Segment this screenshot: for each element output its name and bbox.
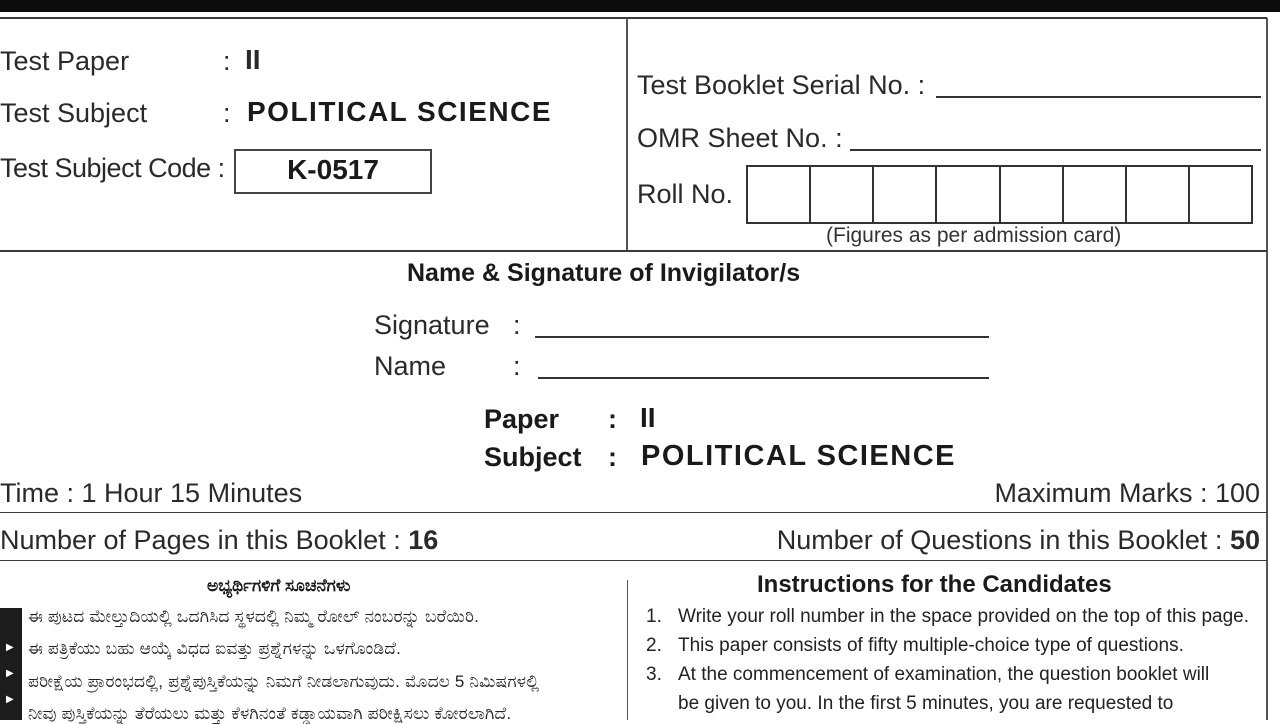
invigilator-heading: Name & Signature of Invigilator/s	[407, 259, 801, 287]
top-bar	[0, 0, 1280, 12]
frame-top-border	[0, 17, 1267, 19]
kannada-line: ಈ ಪತ್ರಿಕೆಯು ಬಹು ಆಯ್ಕೆ ವಿಧದ ಐವತ್ತು ಪ್ರಶ್ನೆಗಳನ್ನು ಒಳಗೊಂಡಿದೆ.	[28, 639, 402, 658]
name-label: Name	[374, 351, 447, 381]
roll-digit-box[interactable]	[874, 167, 937, 222]
questions-count-row	[777, 525, 1260, 556]
roll-digit-box[interactable]	[748, 167, 811, 222]
pages-label: Number of Pages in this Booklet :	[0, 525, 401, 555]
serial-no-field[interactable]	[936, 96, 1261, 98]
questions-value: 50	[1229, 525, 1260, 555]
questions-label: Number of Questions in this Booklet :	[776, 525, 1223, 555]
instruction-number: 2.	[646, 635, 662, 656]
roll-digit-box[interactable]	[937, 167, 1000, 222]
subject-code-value: K-0517	[287, 154, 379, 185]
frame-right-border	[1266, 18, 1268, 720]
roll-no-label: Roll No.	[637, 179, 734, 209]
kannada-heading: ಅಭ್ಯರ್ಥಿಗಳಿಗೆ ಸೂಚನೆಗಳು	[207, 576, 351, 595]
roll-no-note: (Figures as per admission card)	[826, 224, 1122, 247]
roll-digit-box[interactable]	[1064, 167, 1127, 222]
meta-rule-top	[0, 512, 1267, 513]
max-marks-text: Maximum Marks : 100	[994, 478, 1260, 508]
subject-code-label: Test Subject Code :	[0, 153, 225, 183]
play-icon[interactable]: ▶	[6, 668, 14, 679]
instruction-number: 3.	[646, 664, 662, 685]
instruction-text: At the commencement of examination, the question booklet will	[678, 664, 1210, 685]
signature-label: Signature	[374, 310, 490, 340]
test-subject-label: Test Subject	[0, 98, 148, 128]
kannada-line: ನೀವು ಪುಸ್ತಿಕೆಯನ್ನು ತೆರೆಯಲು ಮತ್ತು ಕೆಳಗಿನಂತೆ ಕಡ್ಡಾಯವಾಗಿ ಪರೀಕ್ಷಿಸಲು ಕೋರಲಾಗಿದೆ.	[28, 704, 512, 723]
header-bottom-rule	[0, 250, 1267, 252]
roll-digit-box[interactable]	[1190, 167, 1251, 222]
subject-label: Subject	[484, 442, 582, 472]
instruction-text: This paper consists of fifty multiple-choice type of questions.	[678, 635, 1184, 656]
test-subject-colon: :	[223, 98, 231, 128]
roll-no-boxes	[746, 165, 1253, 224]
omr-sheet-field[interactable]	[850, 149, 1261, 151]
signature-field[interactable]	[535, 336, 989, 338]
time-text: Time : 1 Hour 15 Minutes	[0, 478, 303, 508]
paper-value: II	[640, 402, 656, 433]
subject-code-box	[234, 149, 432, 194]
play-icon[interactable]: ▶	[6, 694, 14, 705]
instructions-heading: Instructions for the Candidates	[757, 571, 1112, 598]
roll-digit-box[interactable]	[1001, 167, 1064, 222]
play-icon[interactable]: ▶	[6, 642, 14, 653]
header-divider	[626, 18, 628, 250]
meta-rule-bottom	[0, 560, 1267, 561]
test-paper-colon: :	[223, 46, 231, 76]
signature-colon: :	[513, 310, 521, 340]
serial-no-label: Test Booklet Serial No. :	[637, 70, 926, 100]
kannada-line: ಈ ಪುಟದ ಮೇಲ್ತುದಿಯಲ್ಲಿ ಒದಗಿಸಿದ ಸ್ಥಳದಲ್ಲಿ ನಿಮ್ಮ ರೋಲ್ ನಂಬರನ್ನು ಬರೆಯಿರಿ.	[28, 607, 480, 626]
pages-count-row	[0, 525, 438, 556]
test-paper-value: II	[245, 44, 261, 75]
instruction-text: be given to you. In the first 5 minutes, you are requested to	[678, 693, 1174, 714]
kannada-line: ಪರೀಕ್ಷೆಯ ಪ್ರಾರಂಭದಲ್ಲಿ, ಪ್ರಶ್ನೆಪುಸ್ತಿಕೆಯನ್ನು ನಿಮಗೆ ನೀಡಲಾಗುವುದು. ಮೊದಲ 5 ನಿಮಿಷಗಳಲ್ಲಿ	[28, 672, 540, 691]
subject-colon: :	[608, 442, 617, 472]
name-field[interactable]	[538, 377, 989, 379]
pages-value: 16	[408, 525, 439, 555]
paper-label: Paper	[484, 404, 560, 434]
instructions-divider	[627, 580, 628, 720]
test-paper-label: Test Paper	[0, 46, 130, 76]
instruction-number: 1.	[646, 606, 662, 627]
test-subject-value: POLITICAL SCIENCE	[247, 96, 553, 127]
paper-colon: :	[608, 404, 617, 434]
roll-digit-box[interactable]	[811, 167, 874, 222]
name-colon: :	[513, 351, 521, 381]
subject-value: POLITICAL SCIENCE	[641, 440, 956, 472]
roll-digit-box[interactable]	[1127, 167, 1190, 222]
instruction-text: Write your roll number in the space provided on the top of this page.	[678, 606, 1250, 627]
omr-sheet-label: OMR Sheet No. :	[637, 123, 843, 153]
player-strip	[0, 608, 22, 720]
